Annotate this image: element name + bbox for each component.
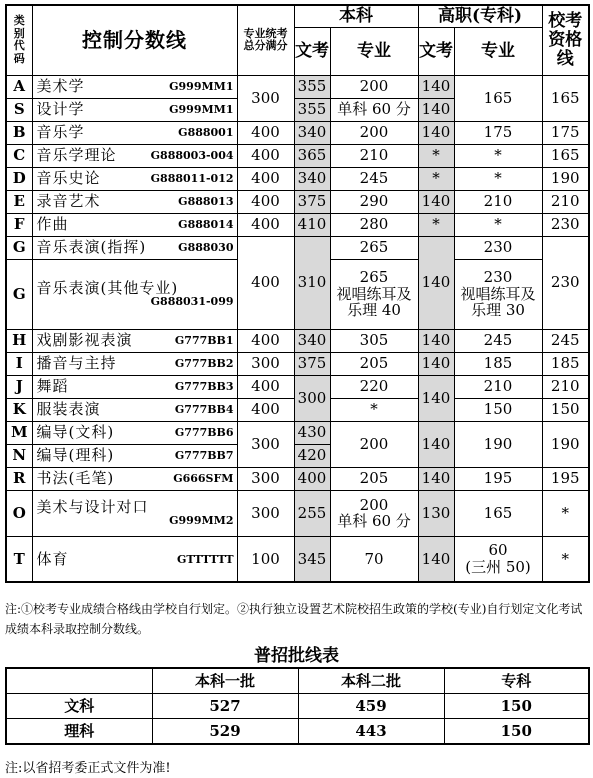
table-row: T 体育 GTTTTTT 100 345 70 140 60 (三州 50) *	[6, 536, 589, 582]
table-row: F 作曲 G888014 400 410 280 * * 230	[6, 213, 589, 236]
footnote-official: 注:以省招考委正式文件为准!	[5, 761, 171, 776]
table-row: E 录音艺术 G888013 400 375 290 140 210 210	[6, 190, 589, 213]
batch-table-title: 普招批线表	[254, 646, 339, 666]
table-row: S 设计学 G999MM1 355 单科 60 分 140	[6, 98, 589, 121]
table-row: G 音乐表演(指挥) G888030 400 310 265 140 230 230	[6, 236, 589, 259]
table-row: G 音乐表演(其他专业) G888031-099 265 视唱练耳及 乐理 40 230 视唱练耳及 乐理 30	[6, 259, 589, 329]
vocational-major-header: 专业	[454, 27, 542, 75]
table-row: H 戏剧影视表演 G777BB1 400 340 305 140 245 245	[6, 329, 589, 352]
table-row: 文科 527 459 150	[6, 694, 589, 719]
vocational-header: 高职(专科)	[418, 5, 542, 27]
unified-exam-header: 专业统考 总分满分	[237, 5, 294, 75]
vocational-culture-header: 文考	[418, 27, 454, 75]
school-qualification-header: 校考 资格 线	[542, 5, 589, 75]
table-row: D 音乐史论 G888011-012 400 340 245 * * 190	[6, 167, 589, 190]
undergrad-header: 本科	[294, 5, 418, 27]
batch-col-header: 本科二批	[298, 668, 444, 694]
undergrad-culture-header: 文考	[294, 27, 330, 75]
batch-col-header: 本科一批	[152, 668, 298, 694]
table-row: I 播音与主持 G777BB2 300 375 205 140 185 185	[6, 352, 589, 375]
batch-table	[5, 667, 590, 745]
control-line-header: 控制分数线	[32, 5, 237, 75]
undergrad-major-header: 专业	[330, 27, 418, 75]
footnote-control-line: 注:①校考专业成绩合格线由学校自行划定。②执行独立设置艺术院校招生政策的学校(专业)自行划定文化考试成绩本科录取控制分数线。	[5, 602, 583, 636]
table-row: K 服装表演 G777BB4 400 * 150 150	[6, 398, 589, 421]
batch-col-header: 专科	[444, 668, 589, 694]
batch-corner-cell	[6, 668, 152, 694]
score-table	[5, 4, 590, 583]
table-row: C 音乐学理论 G888003-004 400 365 210 * * 165	[6, 144, 589, 167]
category-code-header: 类 别 代 码	[6, 5, 32, 75]
table-row: R 书法(毛笔) G666SFM 300 400 205 140 195 195	[6, 467, 589, 490]
table-row: N 编导(理科) G777BB7 420	[6, 444, 589, 467]
table-row: M 编导(文科) G777BB6 300 430 200 140 190 190	[6, 421, 589, 444]
table-row: O 美术与设计对口 G999MM2 300 255 200 单科 60 分 130 165 *	[6, 490, 589, 536]
table-row: 理科 529 443 150	[6, 719, 589, 745]
table-row: J 舞蹈 G777BB3 400 300 220 140 210 210	[6, 375, 589, 398]
table-row: A 美术学 G999MM1 300 355 200 140 165 165	[6, 75, 589, 98]
table-row: B 音乐学 G888001 400 340 200 140 175 175	[6, 121, 589, 144]
